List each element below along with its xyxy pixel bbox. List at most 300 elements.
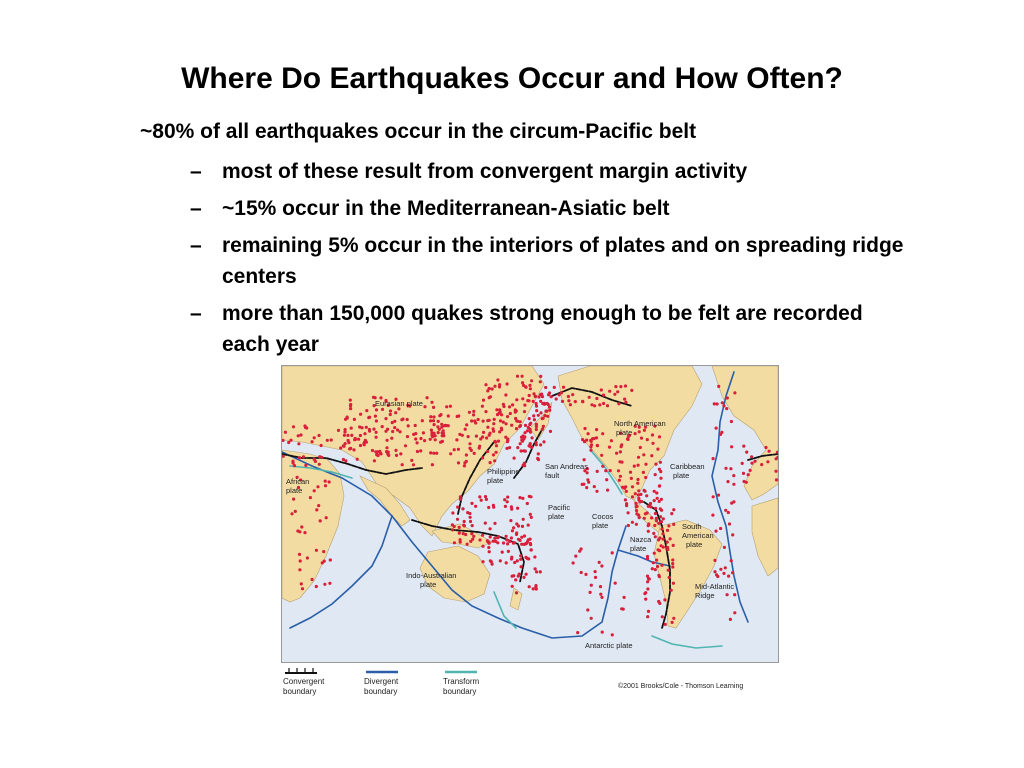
earthquake-dot (615, 452, 618, 455)
earthquake-dot (387, 454, 390, 457)
earthquake-dot (495, 408, 498, 411)
earthquake-dot (614, 582, 617, 585)
earthquake-dot (671, 565, 674, 568)
earthquake-dot (586, 471, 589, 474)
earthquake-dot (733, 611, 736, 614)
earthquake-dot (724, 467, 727, 470)
earthquake-dot (513, 561, 516, 564)
earthquake-dot (391, 421, 394, 424)
earthquake-dot (459, 541, 462, 544)
earthquake-dot (492, 453, 495, 456)
legend-divergent-label-2: boundary (364, 687, 398, 696)
earthquake-dot (725, 407, 728, 410)
earthquake-dot (414, 424, 417, 427)
earthquake-dot (486, 426, 489, 429)
earthquake-dot (587, 432, 590, 435)
earthquake-dot (711, 514, 714, 517)
earthquake-dot (320, 444, 323, 447)
earthquake-dot (533, 418, 536, 421)
earthquake-dot (492, 504, 495, 507)
earthquake-dot (297, 442, 300, 445)
earthquake-dot (527, 557, 530, 560)
earthquake-dot (395, 454, 398, 457)
earthquake-dot (316, 485, 319, 488)
earthquake-dot (465, 423, 468, 426)
earthquake-dot (726, 396, 729, 399)
earthquake-dot (465, 460, 468, 463)
earthquake-dot (494, 540, 497, 543)
earthquake-dot (468, 411, 471, 414)
earthquake-dot (662, 546, 665, 549)
earthquake-dot (529, 387, 532, 390)
earthquake-dot (292, 425, 295, 428)
earthquake-dot (733, 593, 736, 596)
earthquake-dot (730, 445, 733, 448)
earthquake-dot (661, 532, 664, 535)
earthquake-dot (616, 390, 619, 393)
earthquake-dot (541, 417, 544, 420)
earthquake-dot (343, 434, 346, 437)
earthquake-dot (527, 524, 530, 527)
earthquake-dot (527, 399, 530, 402)
sub-bullet-text: most of these result from convergent margin activity (222, 160, 748, 183)
earthquake-dot (593, 404, 596, 407)
earthquake-dot (723, 546, 726, 549)
earthquake-dot (726, 593, 729, 596)
earthquake-dot (716, 402, 719, 405)
earthquake-dot (646, 438, 649, 441)
earthquake-dot (728, 522, 731, 525)
earthquake-dot (549, 430, 552, 433)
earthquake-dot (645, 494, 648, 497)
label-south-american-plate-2: American (682, 531, 714, 540)
label-san-andreas-fault: San Andreas (545, 462, 588, 471)
earthquake-dot (433, 423, 436, 426)
earthquake-dot (669, 537, 672, 540)
earthquake-dot (719, 433, 722, 436)
earthquake-dot (668, 576, 671, 579)
earthquake-dot (614, 385, 617, 388)
earthquake-dot (437, 431, 440, 434)
earthquake-dot (671, 558, 674, 561)
earthquake-dot (644, 463, 647, 466)
earthquake-dot (317, 504, 320, 507)
earthquake-dot (560, 391, 563, 394)
earthquake-dot (354, 437, 357, 440)
earthquake-dot (512, 526, 515, 529)
earthquake-dot (486, 450, 489, 453)
label-eurasian-plate: Eurasian plate (375, 399, 423, 408)
earthquake-dot (372, 428, 375, 431)
earthquake-dot (343, 430, 346, 433)
earthquake-dot (600, 388, 603, 391)
label-south-american-plate-3: plate (686, 540, 703, 549)
earthquake-dot (390, 437, 393, 440)
earthquake-dot (492, 422, 495, 425)
earthquake-dot (580, 547, 583, 550)
earthquake-dot (595, 490, 598, 493)
earthquake-dot (493, 459, 496, 462)
earthquake-dot (589, 591, 592, 594)
earthquake-dot (464, 533, 467, 536)
earthquake-dot (330, 438, 333, 441)
sub-bullet (190, 156, 910, 187)
earthquake-dot (657, 522, 660, 525)
earthquake-dot (541, 395, 544, 398)
earthquake-dot (453, 448, 456, 451)
earthquake-dot (463, 524, 466, 527)
earthquake-dot (429, 419, 432, 422)
dash-icon: – (190, 160, 202, 183)
earthquake-dot (365, 426, 368, 429)
earthquake-dot (637, 514, 640, 517)
earthquake-dot (749, 469, 752, 472)
earthquake-dot (404, 444, 407, 447)
earthquake-dot (300, 582, 303, 585)
earthquake-dot (505, 535, 508, 538)
earthquake-dot (658, 435, 661, 438)
sub-bullet (190, 230, 910, 292)
earthquake-dot (410, 459, 413, 462)
earthquake-dot (537, 414, 540, 417)
earthquake-dot (489, 535, 492, 538)
earthquake-dot (298, 553, 301, 556)
earthquake-dot (469, 516, 472, 519)
earthquake-dot (637, 464, 640, 467)
earthquake-dot (643, 489, 646, 492)
earthquake-dot (360, 426, 363, 429)
earthquake-dot (451, 523, 454, 526)
earthquake-dot (451, 528, 454, 531)
earthquake-dot (445, 405, 448, 408)
earthquake-dot (583, 440, 586, 443)
earthquake-dot (733, 391, 736, 394)
earthquake-dot (533, 555, 536, 558)
earthquake-dot (511, 585, 514, 588)
earthquake-dot (484, 495, 487, 498)
earthquake-dot (623, 596, 626, 599)
earthquake-dot (458, 532, 461, 535)
copyright-text: ©2001 Brooks/Cole - Thomson Learning (618, 683, 744, 690)
label-caribbean-plate-2: plate (673, 471, 690, 480)
earthquake-dot (313, 489, 316, 492)
earthquake-dot (732, 483, 735, 486)
earthquake-dot (537, 458, 540, 461)
earthquake-dot (394, 411, 397, 414)
earthquake-dot (449, 405, 452, 408)
earthquake-dot (599, 585, 602, 588)
earthquake-dot (484, 383, 487, 386)
earthquake-dot (604, 469, 607, 472)
earthquake-dot (329, 558, 332, 561)
earthquake-dot (465, 453, 468, 456)
earthquake-dot (630, 477, 633, 480)
earthquake-dot (482, 431, 485, 434)
earthquake-dot (347, 439, 350, 442)
earthquake-dot (464, 428, 467, 431)
earthquake-dot (515, 591, 518, 594)
earthquake-dot (606, 489, 609, 492)
earthquake-dot (375, 419, 378, 422)
earthquake-dot (532, 587, 535, 590)
earthquake-dot (660, 528, 663, 531)
earthquake-dot (348, 447, 351, 450)
earthquake-dot (637, 493, 640, 496)
earthquake-dot (528, 394, 531, 397)
earthquake-dot (663, 598, 666, 601)
earthquake-dot (434, 438, 437, 441)
earthquake-dot (426, 396, 429, 399)
earthquake-dot (588, 396, 591, 399)
earthquake-dot (581, 483, 584, 486)
earthquake-dot (324, 484, 327, 487)
earthquake-dot (619, 450, 622, 453)
earthquake-dot (646, 615, 649, 618)
earthquake-dot (515, 419, 518, 422)
earthquake-dot (374, 450, 377, 453)
earthquake-dot (567, 395, 570, 398)
earthquake-dot (581, 400, 584, 403)
earthquake-dot (463, 520, 466, 523)
earthquake-dot (547, 403, 550, 406)
earthquake-dot (638, 430, 641, 433)
earthquake-dot (599, 593, 602, 596)
earthquake-dot (441, 431, 444, 434)
earthquake-dot (569, 403, 572, 406)
earthquake-dot (525, 573, 528, 576)
earthquake-dot (727, 511, 730, 514)
earthquake-dot (627, 511, 630, 514)
legend-transform-label: Transform (443, 677, 480, 686)
earthquake-dot (625, 490, 628, 493)
earthquake-dot (375, 436, 378, 439)
earthquake-dot (298, 568, 301, 571)
earthquake-dot (514, 411, 517, 414)
earthquake-dot (317, 434, 320, 437)
sub-bullet (190, 298, 910, 360)
label-antarctic-plate: Antarctic plate (585, 641, 633, 650)
earthquake-dot (644, 476, 647, 479)
earthquake-dot (457, 461, 460, 464)
earthquake-dot (510, 557, 513, 560)
earthquake-dot (344, 442, 347, 445)
earthquake-dot (315, 508, 318, 511)
earthquake-dot (561, 400, 564, 403)
earthquake-dot (472, 413, 475, 416)
earthquake-dot (590, 440, 593, 443)
earthquake-dot (401, 463, 404, 466)
earthquake-dot (666, 548, 669, 551)
earthquake-dot (436, 425, 439, 428)
earthquake-dot (660, 509, 663, 512)
earthquake-dot (613, 393, 616, 396)
earthquake-dot (643, 592, 646, 595)
earthquake-dot (523, 404, 526, 407)
legend-divergent (364, 667, 400, 697)
earthquake-dot (386, 428, 389, 431)
earthquake-dot (294, 510, 297, 513)
earthquake-dot (504, 505, 507, 508)
earthquake-dot (522, 449, 525, 452)
earthquake-dot (527, 426, 530, 429)
label-pacific-plate-2: plate (548, 512, 565, 521)
label-mid-atlantic-ridge-2: Ridge (695, 591, 715, 600)
earthquake-dot (646, 587, 649, 590)
earthquake-dot (511, 575, 514, 578)
earthquake-dot (741, 462, 744, 465)
earthquake-map (281, 365, 779, 663)
earthquake-dot (508, 446, 511, 449)
earthquake-dot (545, 410, 548, 413)
earthquake-dot (429, 415, 432, 418)
earthquake-dot (731, 533, 734, 536)
earthquake-dot (646, 557, 649, 560)
earthquake-dot (509, 412, 512, 415)
earthquake-dot (532, 400, 535, 403)
earthquake-dot (304, 464, 307, 467)
earthquake-dot (644, 512, 647, 515)
earthquake-dot (419, 449, 422, 452)
earthquake-dot (620, 445, 623, 448)
earthquake-dot (325, 516, 328, 519)
earthquake-dot (521, 375, 524, 378)
earthquake-dot (349, 403, 352, 406)
earthquake-dot (481, 545, 484, 548)
earthquake-dot (729, 467, 732, 470)
earthquake-dot (509, 519, 512, 522)
earthquake-dot (350, 427, 353, 430)
earthquake-dot (594, 570, 597, 573)
earthquake-dot (349, 407, 352, 410)
earthquake-dot (620, 461, 623, 464)
earthquake-dot (531, 436, 534, 439)
earthquake-dot (712, 457, 715, 460)
earthquake-dot (529, 444, 532, 447)
earthquake-dot (430, 401, 433, 404)
earthquake-dot (649, 505, 652, 508)
earthquake-dot (339, 446, 342, 449)
earthquake-dot (535, 443, 538, 446)
earthquake-dot (311, 440, 314, 443)
earthquake-dot (539, 375, 542, 378)
earthquake-dot (313, 458, 316, 461)
earthquake-dot (494, 441, 497, 444)
earthquake-dot (553, 386, 556, 389)
earthquake-dot (713, 559, 716, 562)
earthquake-dot (654, 507, 657, 510)
earthquake-dot (659, 461, 662, 464)
earthquake-dot (456, 506, 459, 509)
earthquake-dot (532, 392, 535, 395)
earthquake-dot (381, 408, 384, 411)
earthquake-dot (499, 419, 502, 422)
earthquake-dot (643, 517, 646, 520)
earthquake-dot (518, 496, 521, 499)
earthquake-dot (634, 492, 637, 495)
earthquake-dot (511, 529, 514, 532)
earthquake-dot (375, 431, 378, 434)
earthquake-dot (721, 401, 724, 404)
earthquake-dot (660, 520, 663, 523)
earthquake-dot (534, 567, 537, 570)
earthquake-dot (493, 522, 496, 525)
earthquake-dot (484, 410, 487, 413)
earthquake-dot (662, 517, 665, 520)
earthquake-dot (714, 530, 717, 533)
earthquake-dot (487, 506, 490, 509)
sub-bullet-list (190, 156, 910, 366)
earthquake-dot (647, 522, 650, 525)
legend-transform (443, 667, 479, 697)
earthquake-dot (589, 449, 592, 452)
earthquake-dot (637, 489, 640, 492)
earthquake-dot (346, 434, 349, 437)
earthquake-dot (658, 549, 661, 552)
earthquake-dot (672, 523, 675, 526)
earthquake-dot (716, 575, 719, 578)
earthquake-dot (466, 543, 469, 546)
earthquake-dot (459, 498, 462, 501)
earthquake-dot (583, 427, 586, 430)
earthquake-dot (667, 569, 670, 572)
earthquake-dot (505, 561, 508, 564)
earthquake-dot (478, 538, 481, 541)
earthquake-dot (635, 505, 638, 508)
earthquake-dot (301, 587, 304, 590)
earthquake-dot (463, 464, 466, 467)
earthquake-dot (534, 584, 537, 587)
earthquake-dot (580, 571, 583, 574)
earthquake-dot (530, 548, 533, 551)
earthquake-dot (593, 485, 596, 488)
earthquake-dot (449, 452, 452, 455)
earthquake-dot (590, 584, 593, 587)
earthquake-dot (318, 455, 321, 458)
earthquake-dot (647, 610, 650, 613)
earthquake-dot (722, 404, 725, 407)
earthquake-dot (429, 451, 432, 454)
earthquake-dot (421, 419, 424, 422)
earthquake-dot (574, 400, 577, 403)
earthquake-dot (363, 443, 366, 446)
earthquake-dot (523, 543, 526, 546)
earthquake-dot (506, 496, 509, 499)
earthquake-dot (654, 535, 657, 538)
earthquake-dot (660, 564, 663, 567)
earthquake-dot (489, 461, 492, 464)
earthquake-dot (477, 418, 480, 421)
earthquake-dot (624, 498, 627, 501)
divergent-boundary-icon (364, 667, 400, 675)
earthquake-dot (505, 538, 508, 541)
earthquake-dot (775, 457, 778, 460)
earthquake-dot (437, 420, 440, 423)
earthquake-dot (548, 409, 551, 412)
earthquake-dot (488, 432, 491, 435)
earthquake-dot (567, 399, 570, 402)
earthquake-dot (519, 554, 522, 557)
earthquake-dot (602, 394, 605, 397)
earthquake-dot (652, 532, 655, 535)
earthquake-dot (500, 413, 503, 416)
earthquake-dot (451, 511, 454, 514)
earthquake-dot (513, 457, 516, 460)
earthquake-dot (642, 471, 645, 474)
earthquake-dot (406, 435, 409, 438)
earthquake-dot (326, 439, 329, 442)
earthquake-dot (625, 504, 628, 507)
earthquake-dot (412, 433, 415, 436)
